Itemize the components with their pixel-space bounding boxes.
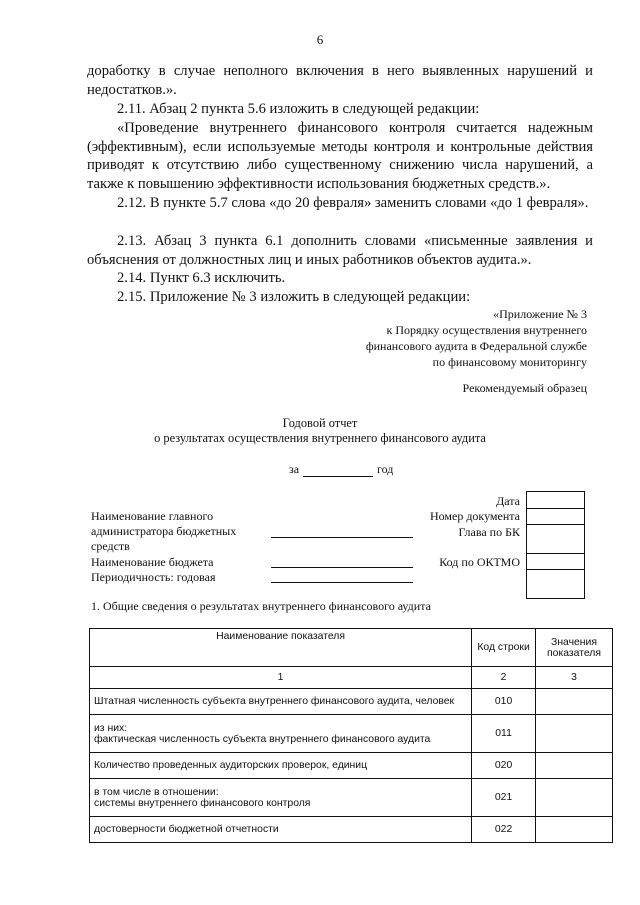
header-code: Код строки: [472, 629, 536, 667]
table-row: [90, 715, 613, 753]
chapter-label: Глава по БК: [458, 525, 520, 539]
row-value: [536, 689, 613, 715]
table-row: [90, 817, 613, 843]
row-name: [90, 779, 472, 817]
row-name: Количество проведенных аудиторских проверок, единиц: [90, 753, 472, 779]
row-code: 021: [472, 779, 536, 817]
row-name: [90, 715, 472, 753]
col-number: 3: [536, 667, 613, 689]
row-name-line: в том числе в отношении:: [94, 786, 219, 798]
table-header-row: [90, 629, 613, 667]
appendix-line: финансового аудита в Федеральной службе: [365, 339, 587, 353]
row-code: 010: [472, 689, 536, 715]
paragraph-2-15: 2.15. Приложение № 3 изложить в следующей редакции:: [117, 289, 471, 305]
code-cell-chapter: [527, 525, 584, 554]
paragraph-2-14: 2.14. Пункт 6.3 исключить.: [117, 270, 286, 286]
appendix-line: «Приложение № 3: [493, 307, 587, 321]
row-value: [536, 753, 613, 779]
row-code: 022: [472, 817, 536, 843]
date-label: Дата: [496, 494, 520, 508]
paragraph-quote: «Проведение внутреннего финансового контроля считается надежным (эффективным), если используемые методы контроля и контрольные действия приводят к отсутствию либо существенному снижению числа нарушений, а также к повышению эффективности использования бюджетных средств.».: [87, 120, 593, 192]
table-number-row: [90, 667, 613, 689]
appendix-line: по финансовому мониторингу: [432, 355, 587, 369]
appendix-heading: [366, 306, 587, 370]
sample-label: Рекомендуемый образец: [462, 381, 587, 395]
paragraph-continuation: доработку в случае неполного включения в него выявленных нарушений и недостатков.».: [87, 63, 593, 98]
year-prefix: за: [289, 462, 300, 476]
periodicity-label: Периодичность: годовая: [91, 570, 216, 584]
row-name-line: из них:: [94, 722, 128, 734]
row-name-line: фактическая численность субъекта внутреннего финансового аудита: [94, 733, 431, 745]
paragraph-2-13: 2.13. Абзац 3 пункта 6.1 дополнить словами «письменные заявления и объяснения от должностных лиц и иных работников объектов аудита.».: [87, 233, 593, 268]
admin-underline: [271, 537, 413, 538]
row-code: 020: [472, 753, 536, 779]
year-suffix: год: [377, 462, 394, 476]
periodicity-underline: [271, 582, 413, 583]
report-subtitle: о результатах осуществления внутреннего финансового аудита: [154, 431, 486, 445]
code-cell-doc-number: [527, 509, 584, 525]
row-name-line: системы внутреннего финансового контроля: [94, 797, 311, 809]
code-cell-oktmo: [527, 554, 584, 570]
row-value: [536, 817, 613, 843]
admin-label-line: администратора бюджетных: [91, 524, 237, 538]
paragraph-2-12: 2.12. В пункте 5.7 слова «до 20 февраля» заменить словами «до 1 февраля».: [117, 195, 589, 211]
admin-label: [91, 509, 236, 554]
section-title: 1. Общие сведения о результатах внутреннего финансового аудита: [91, 599, 431, 613]
audit-table: [89, 628, 613, 843]
header-name: Наименование показателя: [90, 629, 472, 667]
budget-underline: [271, 567, 413, 568]
budget-label: Наименование бюджета: [91, 555, 214, 569]
row-name: достоверности бюджетной отчетности: [90, 817, 472, 843]
row-code: 011: [472, 715, 536, 753]
report-title: Годовой отчет: [282, 416, 358, 430]
page-number: 6: [316, 32, 324, 47]
row-name: Штатная численность субъекта внутреннего финансового аудита, человек: [90, 689, 472, 715]
col-number: 1: [90, 667, 472, 689]
code-box: [526, 491, 585, 599]
oktmo-label: Код по ОКТМО: [439, 555, 520, 569]
appendix-line: к Порядку осуществления внутреннего: [386, 323, 587, 337]
admin-label-line: средств: [91, 539, 130, 553]
code-cell-date: [527, 492, 584, 509]
doc-number-label: Номер документа: [429, 509, 520, 523]
col-number: 2: [472, 667, 536, 689]
row-value: [536, 715, 613, 753]
row-value: [536, 779, 613, 817]
header-value: Значения показателя: [536, 629, 613, 667]
year-blank: [303, 464, 373, 477]
admin-label-line: Наименование главного: [91, 509, 214, 523]
paragraph-2-11: 2.11. Абзац 2 пункта 5.6 изложить в следующей редакции:: [117, 101, 480, 117]
table-row: [90, 753, 613, 779]
code-cell-empty: [527, 570, 584, 598]
table-row: [90, 689, 613, 715]
table-row: [90, 779, 613, 817]
